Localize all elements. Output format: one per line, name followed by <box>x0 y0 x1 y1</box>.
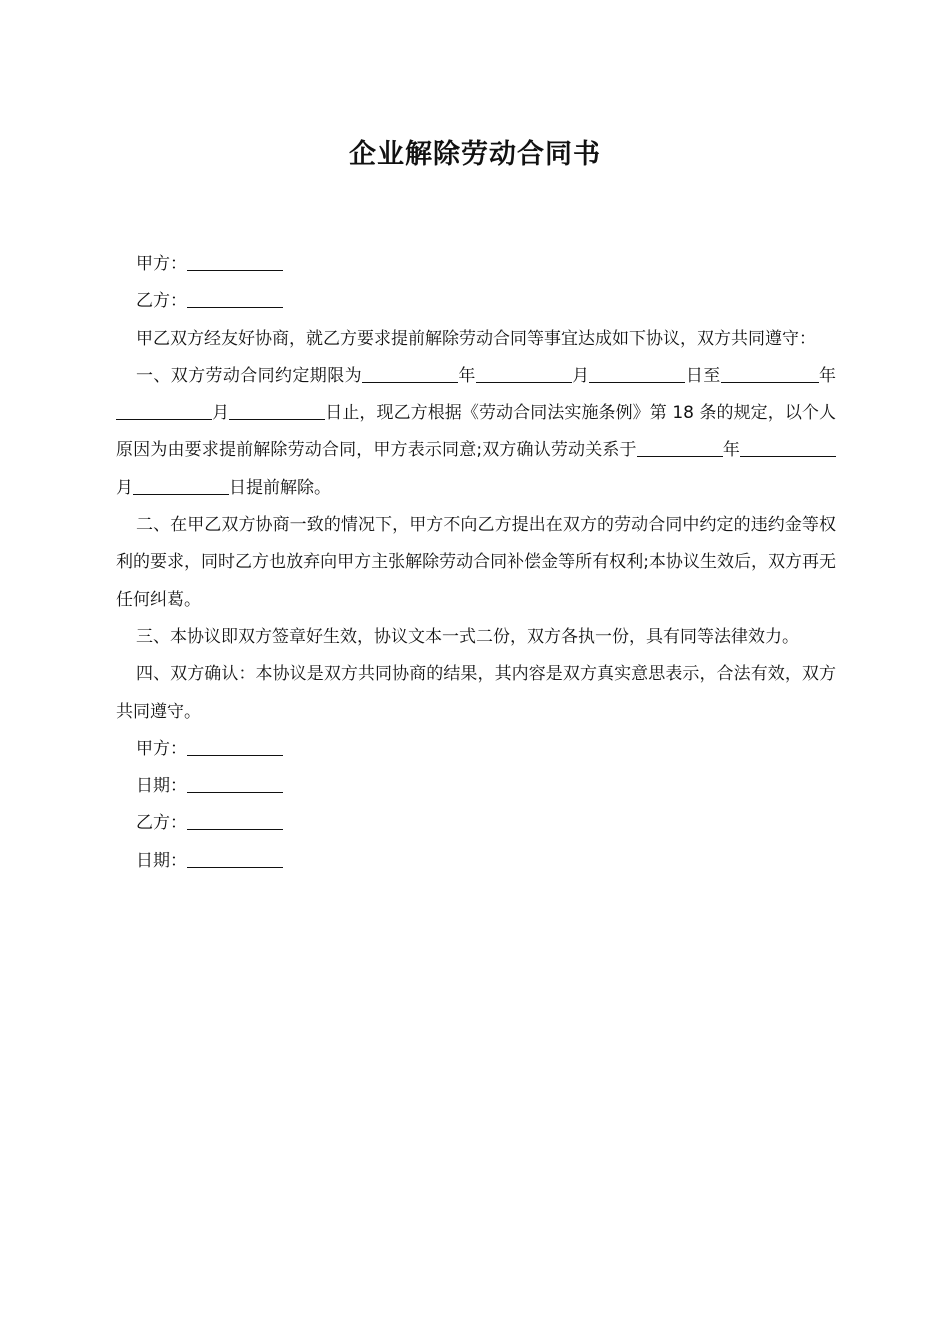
clause-1-paragraph <box>116 358 836 507</box>
clause-4-paragraph: 四、双方确认：本协议是双方共同协商的结果，其内容是双方真实意思表示，合法有效，双方共同遵守。 <box>116 664 836 722</box>
signature-date-a-line <box>116 768 836 805</box>
terminate-day-blank <box>133 477 229 495</box>
start-month-blank <box>476 365 572 383</box>
signature-party-a-label: 甲方： <box>136 738 187 759</box>
clause-1-text-middle: 日止，现乙方根据《劳动合同法实施条例》第 18 条的规定，以个人原因为由要求提前解除劳动合同，甲方表示同意;双方确认劳动关系于 <box>116 403 836 461</box>
signature-party-b-label: 乙方： <box>136 813 187 834</box>
signature-date-b-line <box>116 843 836 880</box>
end-year-blank-continued <box>807 365 819 383</box>
start-day-blank <box>589 365 685 383</box>
end-year-label: 年 <box>818 365 837 386</box>
terminate-year-blank <box>637 439 667 457</box>
terminate-year-blank-continued <box>667 439 723 457</box>
day-to-label: 日至 <box>685 365 721 386</box>
year-label: 年 <box>457 365 476 386</box>
signature-party-a-blank <box>187 738 283 756</box>
signature-date-a-label: 日期： <box>136 776 187 797</box>
signature-date-b-blank <box>187 850 283 868</box>
signature-party-b-line <box>116 805 836 842</box>
clause-3-paragraph: 三、本协议即双方签章好生效，协议文本一式二份，双方各执一份，具有同等法律效力。 <box>136 626 799 647</box>
clause-2-paragraph: 二、在甲乙双方协商一致的情况下，甲方不向乙方提出在双方的劳动合同中约定的违约金等权利的要求，同时乙方也放弃向甲方主张解除劳动合同补偿金等所有权利;本协议生效后，双方再无任何纠葛。 <box>116 515 836 610</box>
party-b-line <box>116 283 836 320</box>
terminate-month-blank <box>740 439 836 457</box>
signature-date-b-label: 日期： <box>136 850 187 871</box>
month-label: 月 <box>571 365 590 386</box>
party-a-blank <box>187 253 283 271</box>
signature-party-a-line <box>116 731 836 768</box>
start-year-blank <box>362 365 458 383</box>
terminate-year-label: 年 <box>722 440 741 461</box>
party-b-label: 乙方： <box>136 291 187 312</box>
terminate-month-label: 月 <box>116 477 133 498</box>
party-a-line <box>116 246 836 283</box>
end-year-blank <box>721 365 807 383</box>
signature-party-b-blank <box>187 812 283 830</box>
end-month-label: 月 <box>212 403 230 424</box>
party-a-label: 甲方： <box>136 254 187 274</box>
document-body <box>116 246 836 880</box>
signature-date-a-blank <box>187 775 283 793</box>
document-title: 企业解除劳动合同书 <box>349 139 601 170</box>
intro-paragraph: 甲乙双方经友好协商，就乙方要求提前解除劳动合同等事宜达成如下协议，双方共同遵守： <box>136 328 816 349</box>
clause-1-text-end: 日提前解除。 <box>229 477 331 498</box>
party-b-blank <box>187 290 283 308</box>
end-month-blank <box>116 402 212 420</box>
clause-1-text-start: 一、双方劳动合同约定期限为 <box>136 365 362 386</box>
end-day-blank <box>229 402 325 420</box>
